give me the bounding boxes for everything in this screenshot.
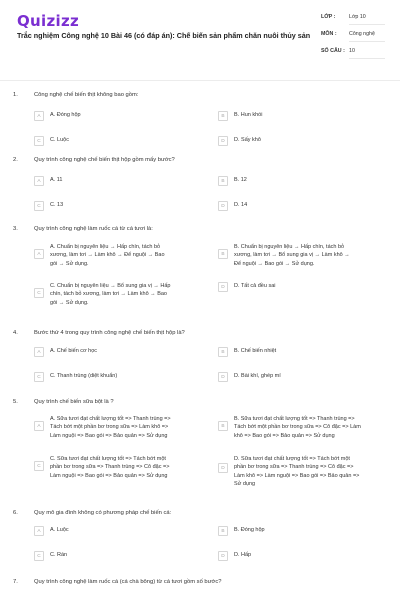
option-line (50, 260, 165, 268)
option-line-text: Sữa tươi đạt chất lượng tốt => Thanh trùng => (56, 416, 171, 422)
option-text (50, 347, 97, 355)
page-title: Trắc nghiệm Công nghệ 10 Bài 46 (có đáp án): Chế biến sản phẩm chăn nuôi thủy sản (17, 31, 311, 40)
option-text (234, 455, 359, 489)
option-letter: A. (50, 112, 56, 118)
option-text (50, 201, 63, 209)
option-letter-box: D (218, 463, 228, 473)
option-line (50, 432, 171, 440)
option-line-text: Thanh trùng (diệt khuẩn) (56, 373, 118, 379)
option-line (234, 472, 359, 480)
option-letter: A. (50, 527, 56, 533)
option-letter-box: A (34, 526, 44, 536)
answer-option-a[interactable] (34, 415, 204, 440)
count-value: 10 (349, 48, 385, 59)
meta-panel (321, 14, 385, 65)
answer-option-d[interactable] (218, 551, 388, 561)
option-line (50, 290, 170, 298)
answer-option-b[interactable] (218, 176, 388, 186)
option-line-text: Làm nguội => Bao gói => Bảo quản => Sử dụng (50, 472, 168, 479)
option-line-text: Chế biến cơ học (56, 348, 98, 354)
answer-option-c[interactable] (34, 455, 204, 480)
option-text (50, 415, 171, 440)
option-letter-box: C (34, 201, 44, 211)
question-text: Bước thứ 4 trong quy trình công nghệ chế biến thịt hộp là? (34, 330, 185, 336)
option-line (50, 455, 169, 463)
answer-option-a[interactable] (34, 243, 204, 268)
answer-option-a[interactable] (34, 347, 204, 357)
answer-option-a[interactable] (34, 111, 204, 121)
option-line (234, 243, 350, 251)
option-letter: D. (234, 552, 240, 558)
class-value: Lớp 10 (349, 14, 385, 25)
option-letter: D. (234, 373, 240, 379)
option-line-text: Rán (57, 552, 68, 558)
option-letter: A. (50, 244, 56, 250)
question-text: Quy trình công nghệ làm ruốc cá từ cá tươi là: (34, 226, 153, 232)
option-letter-box: B (218, 111, 228, 121)
option-line-text: Sấy khô (241, 137, 261, 143)
option-letter-box: D (218, 372, 228, 382)
option-letter-box: D (218, 201, 228, 211)
answer-option-d[interactable] (218, 372, 388, 382)
option-text (50, 551, 67, 559)
option-letter: B. (234, 244, 240, 250)
option-text (234, 372, 281, 380)
option-line-text: 13 (57, 202, 64, 208)
answer-option-d[interactable] (218, 136, 388, 146)
option-letter: D. (234, 137, 240, 143)
meta-class (321, 14, 385, 25)
option-line-text: Sữa tươi đạt chất lượng tốt => Thanh trùng => (240, 416, 355, 422)
question-number: 7. (13, 579, 18, 585)
option-line-text: xương, làm tơi → Làm khô → Để nguội → Bao (50, 252, 165, 259)
option-letter-box: B (218, 176, 228, 186)
option-letter: B. (234, 416, 240, 422)
option-letter: A. (50, 177, 56, 183)
option-letter: D. (234, 456, 240, 462)
answer-option-b[interactable] (218, 243, 388, 268)
option-line-text: khô => Bao gói => Bảo quản => Sử dụng (234, 432, 335, 439)
option-line (50, 415, 171, 423)
question-text: Quy trình chế biến sữa bột là ? (34, 399, 114, 405)
option-line-text: Chuẩn bị nguyên liệu → Hấp chín, tách bỏ (56, 244, 161, 250)
option-line-text: Hấp (241, 552, 252, 558)
option-line-text: Sử dụng (234, 481, 256, 488)
option-line-text: Đóng hộp (56, 112, 81, 118)
option-line (234, 415, 361, 423)
option-line (50, 282, 170, 290)
option-line-text: phần bơ trong sữa => Thanh trùng => Cô đặc => (234, 464, 354, 471)
answer-option-d[interactable] (218, 282, 388, 292)
option-text (50, 111, 81, 119)
option-letter-box: B (218, 421, 228, 431)
option-letter: A. (50, 416, 56, 422)
option-line (50, 463, 169, 471)
question-number: 6. (13, 510, 18, 516)
answer-option-b[interactable] (218, 111, 388, 121)
answer-option-c[interactable] (34, 282, 204, 307)
option-line-text: gói → Sử dụng. (50, 299, 89, 306)
option-letter-box: C (34, 372, 44, 382)
answer-option-a[interactable] (34, 176, 204, 186)
option-text (234, 282, 275, 290)
option-line (50, 423, 171, 431)
meta-subject (321, 31, 385, 42)
option-line-text: Để nguội → Bao gói → Sử dụng. (234, 260, 315, 267)
option-line-text: 14 (241, 202, 248, 208)
option-letter-box: A (34, 176, 44, 186)
option-letter-box: B (218, 249, 228, 259)
option-text (234, 526, 265, 534)
option-letter: C. (50, 456, 56, 462)
option-line-text: Sữa tươi đạt chất lượng tốt => Tách bớt một (241, 456, 350, 462)
option-letter-box: A (34, 421, 44, 431)
option-line (50, 243, 165, 251)
option-line-text: Luộc (57, 137, 69, 143)
answer-option-c[interactable] (34, 372, 204, 382)
option-line (234, 480, 359, 488)
option-letter-box: A (34, 111, 44, 121)
option-letter: D. (234, 283, 240, 289)
option-line-text: Làm khô => Làm nguội => Bao gói => Bảo quản => (234, 472, 360, 479)
option-line (234, 423, 361, 431)
question-number: 5. (13, 399, 18, 405)
option-letter-box: B (218, 526, 228, 536)
option-letter-box: C (34, 136, 44, 146)
option-line-text: gói → Sử dụng. (50, 260, 89, 267)
header-divider (0, 80, 400, 81)
option-line-text: Sữa tươi đạt chất lượng tốt => Tách bớt một (57, 456, 166, 462)
option-letter: D. (234, 202, 240, 208)
worksheet-header (0, 0, 400, 80)
option-text (234, 551, 251, 559)
option-line-text: Bài khí, ghép mí (241, 373, 281, 379)
question-number: 4. (13, 330, 18, 336)
option-letter: C. (50, 202, 56, 208)
meta-count (321, 48, 385, 59)
option-line-text: xương, làm tơi → Bổ sung gia vị → Làm khô → (234, 252, 350, 259)
option-text (234, 201, 247, 209)
option-text (234, 111, 262, 119)
option-line (50, 472, 169, 480)
question-text: Quy mô gia đình không có phương pháp chế biến cá: (34, 510, 172, 516)
option-line-text: Hun khói (240, 112, 263, 118)
option-text (50, 136, 69, 144)
option-text (234, 415, 361, 440)
option-line-text: phần bơ trong sữa => Thanh trùng => Cô đặc => (50, 464, 170, 471)
question-text: Quy trình công nghệ làm ruốc cá (cá chà bông) từ cá tươi gồm số bước? (34, 579, 222, 585)
option-line (50, 251, 165, 259)
option-letter: C. (50, 373, 56, 379)
option-letter: B. (234, 112, 240, 118)
answer-option-b[interactable] (218, 526, 388, 536)
option-line-text: Tất cả đều sai (240, 283, 276, 289)
question-text: Công nghệ chế biến thịt không bao gồm: (34, 92, 139, 98)
option-line-text: Tách bớt một phần bơ trong sữa => Làm khô => (50, 424, 169, 431)
option-letter-box: A (34, 347, 44, 357)
option-letter-box: C (34, 288, 44, 298)
option-line-text: Chuẩn bị nguyên liệu → Hấp chín, tách bỏ (240, 244, 345, 250)
option-line-text: chín, tách bỏ xương, làm tơi → Làm khô → Bao (50, 291, 167, 298)
option-line (234, 260, 350, 268)
option-letter-box: B (218, 347, 228, 357)
option-line-text: Tách bớt một phần bơ trong sữa => Cô đặc => Làm (234, 424, 361, 431)
option-text (50, 372, 117, 380)
option-letter-box: A (34, 249, 44, 259)
option-letter-box: D (218, 551, 228, 561)
subject-label: MÔN : (321, 31, 337, 37)
question-number: 2. (13, 157, 18, 163)
option-letter-box: C (34, 461, 44, 471)
option-letter: B. (234, 527, 240, 533)
option-line (50, 299, 170, 307)
subject-value: Công nghệ (349, 31, 385, 42)
answer-option-c[interactable] (34, 136, 204, 146)
option-text (50, 243, 165, 268)
option-line-text: 12 (240, 177, 247, 183)
option-line (234, 455, 359, 463)
option-letter: B. (234, 177, 240, 183)
option-letter: B. (234, 348, 240, 354)
option-line (234, 251, 350, 259)
option-letter: C. (50, 552, 56, 558)
option-letter: C. (50, 283, 56, 289)
option-line (234, 432, 361, 440)
option-line-text: 11 (56, 177, 63, 183)
option-text (50, 282, 170, 307)
option-letter-box: D (218, 136, 228, 146)
option-text (50, 455, 169, 480)
quizizz-logo: Quizizz (17, 12, 80, 30)
answer-option-d[interactable] (218, 455, 388, 489)
answer-option-c[interactable] (34, 201, 204, 211)
answer-option-b[interactable] (218, 415, 388, 440)
option-line-text: Chuẩn bị nguyên liệu → Bổ sung gia vị → Hấp (57, 283, 171, 289)
answer-option-b[interactable] (218, 347, 388, 357)
question-number: 3. (13, 226, 18, 232)
option-text (234, 243, 350, 268)
answer-option-d[interactable] (218, 201, 388, 211)
option-line-text: Chế biến nhiệt (240, 348, 277, 354)
option-line-text: Luộc (56, 527, 69, 533)
count-label: SỐ CÂU : (321, 48, 345, 54)
option-text (50, 526, 69, 534)
option-letter-box: C (34, 551, 44, 561)
question-number: 1. (13, 92, 18, 98)
option-text (50, 176, 62, 184)
option-letter-box: D (218, 282, 228, 292)
option-text (234, 136, 261, 144)
option-letter: C. (50, 137, 56, 143)
option-text (234, 176, 247, 184)
option-line (234, 463, 359, 471)
option-line-text: Đóng hộp (240, 527, 265, 533)
class-label: LỚP : (321, 14, 336, 20)
option-text (234, 347, 276, 355)
question-text: Quy trình công nghệ chế biến thịt hộp gồm mấy bước? (34, 157, 175, 163)
option-line-text: Làm nguội => Bao gói => Bảo quản => Sử dụng (50, 432, 168, 439)
answer-option-c[interactable] (34, 551, 204, 561)
answer-option-a[interactable] (34, 526, 204, 536)
option-letter: A. (50, 348, 56, 354)
